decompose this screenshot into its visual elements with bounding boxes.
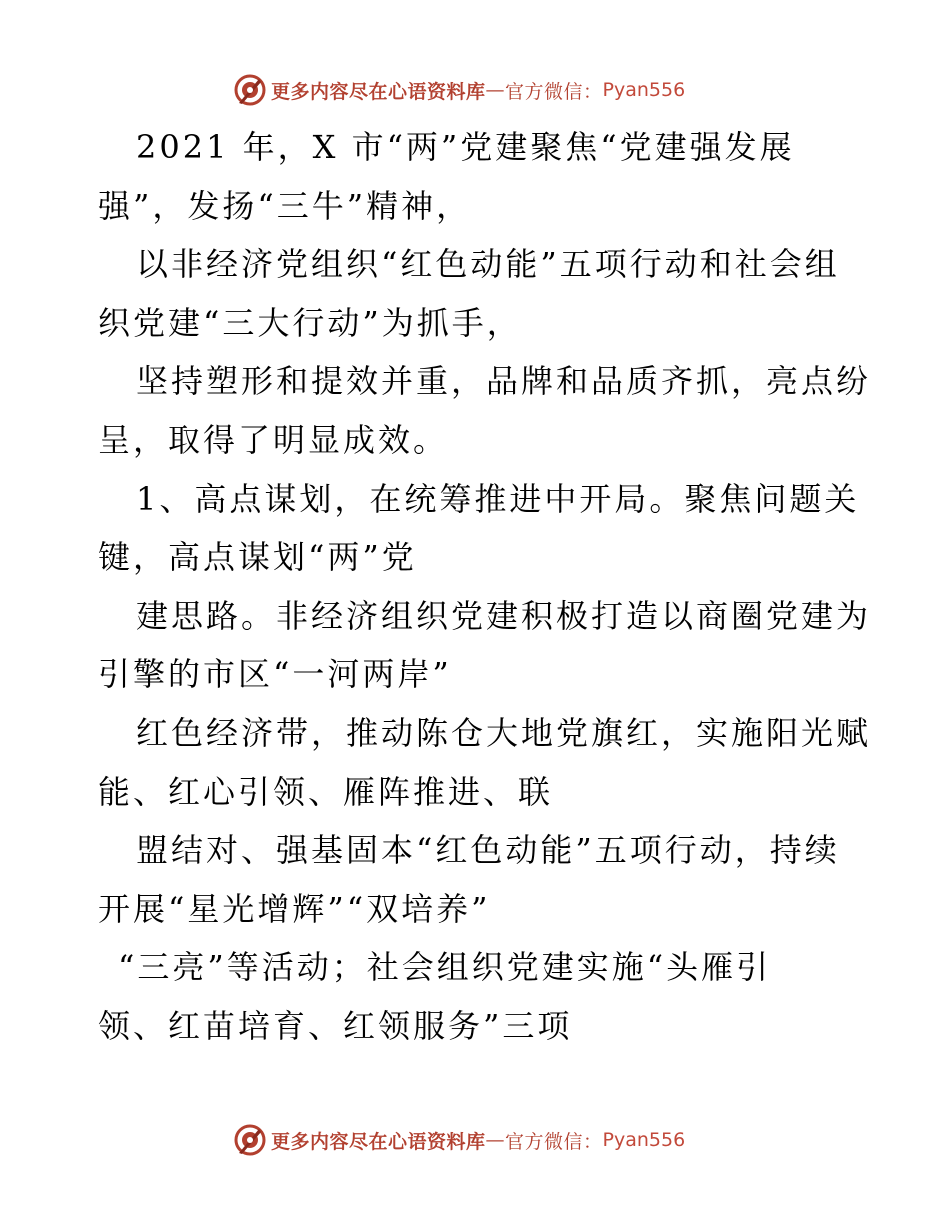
body-line: 呈，取得了明显成效。	[98, 420, 449, 459]
body-line: 引擎的市区“一河两岸”	[98, 655, 452, 694]
body-line: 盟结对、强基固本“红色动能”五项行动，持续	[136, 831, 840, 870]
body-line: 领、红苗培育、红领服务”三项	[98, 1006, 573, 1045]
body-line: 坚持塑形和提效并重，品牌和品质齐抓，亮点纷	[136, 362, 872, 401]
document-body	[98, 118, 872, 1056]
watermark-contact-label: 官方微信：	[505, 80, 603, 103]
body-line: “三亮”等活动；社会组织党建实施“头雁引	[118, 948, 772, 987]
header-watermark	[233, 72, 685, 108]
watermark-dash: —	[485, 79, 506, 101]
quill-seal-icon	[233, 1123, 267, 1157]
watermark-contact-id: Pyan556	[602, 79, 686, 101]
body-line: 建思路。非经济组织党建积极打造以商圈党建为	[136, 596, 872, 635]
body-line: 开展“星光增辉”“双培养”	[98, 889, 491, 928]
watermark-contact-label: 官方微信：	[505, 1130, 603, 1153]
body-line: 以非经济党组织“红色动能”五项行动和社会组	[136, 245, 840, 284]
body-line: 2021 年，X 市“两”党建聚焦“党建强发展	[136, 128, 795, 166]
body-line: 键，高点谋划“两”党	[98, 538, 417, 577]
watermark-main-text: 更多内容尽在心语资料库	[271, 80, 486, 103]
body-line: 红色经济带，推动陈仓大地党旗红，实施阳光赋	[136, 713, 872, 752]
body-line: 织党建“三大行动”为抓手，	[98, 303, 522, 342]
footer-watermark	[233, 1122, 685, 1158]
body-line: 1、高点谋划，在统筹推进中开局。聚焦问题关	[136, 479, 860, 518]
quill-seal-icon	[233, 73, 267, 107]
body-line: 强”，发扬“三牛”精神，	[98, 186, 472, 225]
watermark-dash: —	[485, 1129, 506, 1151]
watermark-contact-id: Pyan556	[602, 1129, 686, 1151]
watermark-main-text: 更多内容尽在心语资料库	[271, 1130, 486, 1153]
body-line: 能、红心引领、雁阵推进、联	[98, 772, 554, 811]
